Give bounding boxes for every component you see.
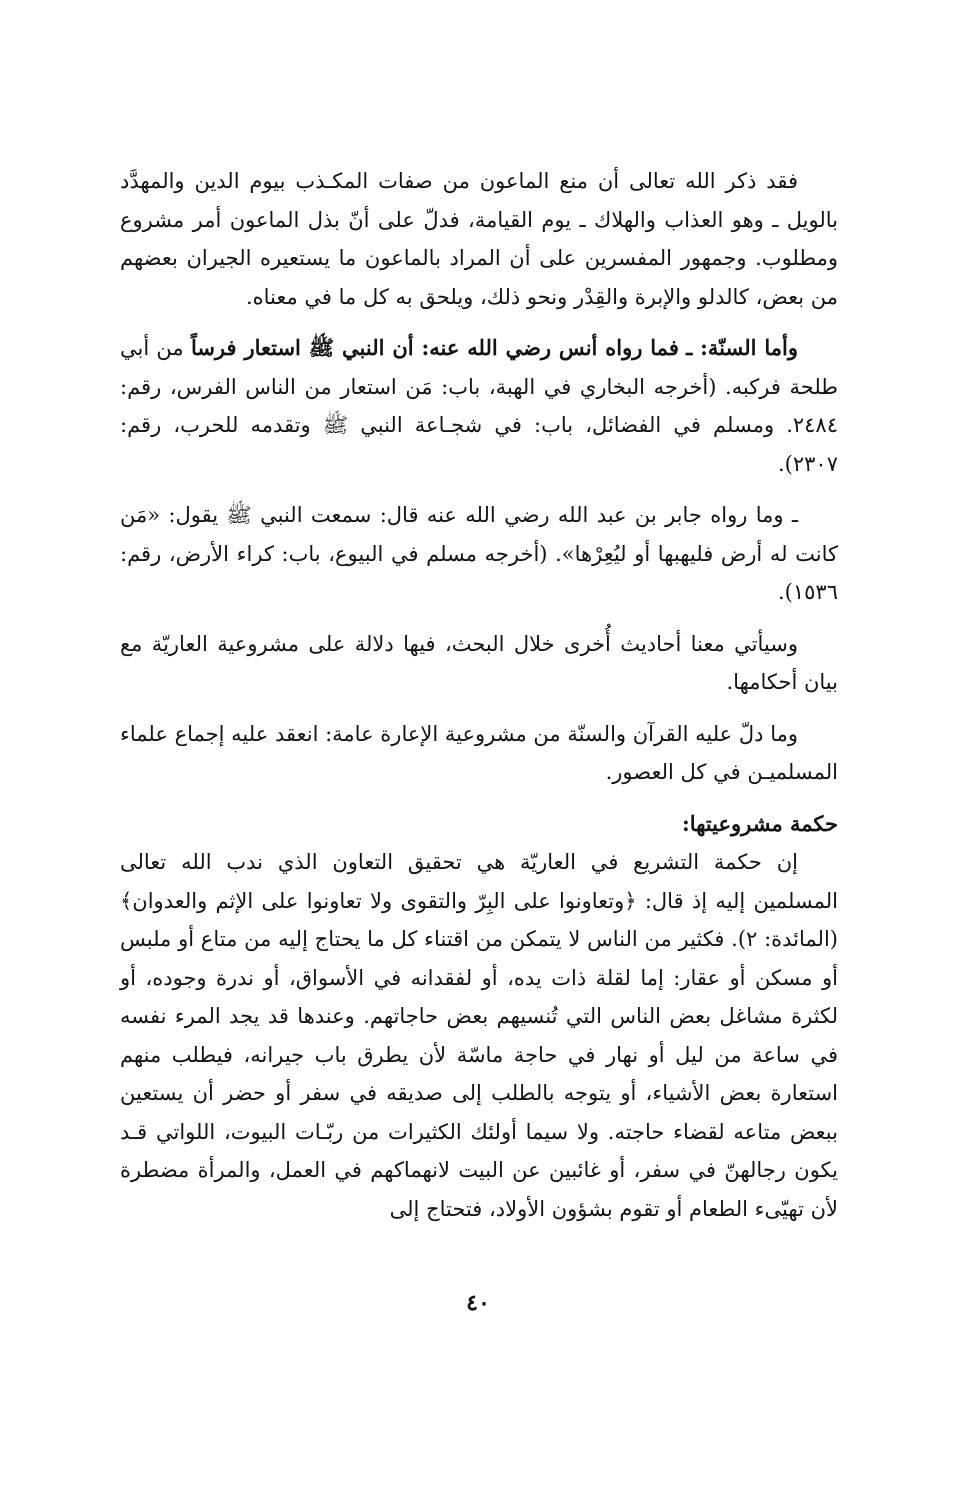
anas-hadith-reference: من أبي طلحة فركبه. (أخرجه البخاري في الهبة، باب: مَن استعار من الناس الفرس، رقم: ٢٤٨٤. ومسلم في الفضائل، باب: في شجـاعة النبي ﷺ وتقدمه للحرب، رقم: ٢٣٠٧). bbox=[120, 336, 838, 476]
paragraph-more-hadiths: وسيأتي معنا أحاديث أُخرى خلال البحث، فيها دلالة على مشروعية العاريّة مع بيان أحكامها. bbox=[120, 631, 838, 694]
body-text bbox=[120, 162, 838, 1228]
paragraph-wisdom: إن حكمة التشريع في العاريّة هي تحقيق التعاون الذي ندب الله تعالى المسلمين إليه إذ قال: ﴿وتعاونوا على البِرّ والتقوى ولا تعاونوا على الإثم والعدوان﴾ (المائدة: ٢). فكثير من الناس لا يتمكن من اقتناء كل ما يحتاج إليه من متاع أو ملبس أو مسكن أو عقار: إما لقلة ذات يده، أو لفقدانه في الأسواق، أو ندرة وجوده، أو لكثرة مشاغل بعض الناس التي تُنسيهم بعض حاجاتهم. وعندها قد يجد المرء نفسه في ساعة من ليل أو نهار في حاجة ماسّة لأن يطرق باب جيرانه، فيطلب منهم استعارة بعض الأشياء، أو يتوجه بالطلب إلى صديقه في سفر أو حضر أن يستعين ببعض متاعه لقضاء حاجته. ولا سيما أولئك الكثيرات من ربّـات البيوت، اللواتي قـد يكون رجالهنّ في سفر، أو غائبين عن البيت لانهماكهم في العمل، والمرأة مضطرة لأن تهيّىء الطعام أو تقوم بشؤون الأولاد، فتحتاج إلى bbox=[120, 850, 838, 1221]
sunnah-lead: وأما السنّة: ـ bbox=[686, 335, 798, 360]
paragraph-jabir-hadith: ـ وما رواه جابر بن عبد الله رضي الله عنه قال: سمعت النبي ﷺ يقول: «مَن كانت له أرض فليهبها أو ليُعِرْها». (أخرجه مسلم في البيوع، باب: كراء الأرض، رقم: ١٥٣٦). bbox=[120, 503, 838, 604]
section-heading: حكمة مشروعيتها: bbox=[681, 810, 838, 836]
page-number: ٤٠ bbox=[466, 1290, 490, 1316]
paragraph-ijma: وما دلّ عليه القرآن والسنّة من مشروعية الإعارة عامة: انعقد عليه إجماع علماء المسلميـن في كل العصور. bbox=[120, 721, 838, 784]
paragraph-maun: فقد ذكر الله تعالى أن منع الماعون من صفات المكـذب بيوم الدين والمهدَّد بالويل ـ وهو العذاب والهلاك ـ يوم القيامة، فدلّ على أنّ بذل الماعون أمر مشروع ومطلوب. وجمهور المفسرين على أن المراد بالماعون ما يستعيره الجيران بعضهم من بعض، كالدلو والإبرة والقِدْر ونحو ذلك، ويلحق به كل ما في معناه. bbox=[120, 169, 838, 309]
anas-hadith: فما رواه أنس رضي الله عنه: أن النبي ﷺ استعار فرساً bbox=[190, 335, 679, 360]
paragraph-sunnah bbox=[120, 329, 838, 483]
